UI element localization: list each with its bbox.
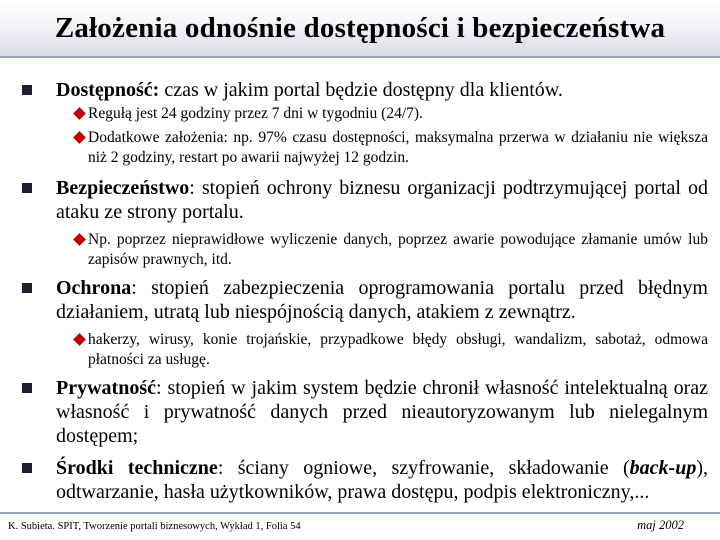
definition-protection: : stopień zabezpieczenia oprogramowania portalu przed błędnym działaniem, utratą lub niespójnością danych, atakiem z zewnątrz.: [56, 277, 708, 323]
footer-citation: K. Subieta. SPIT, Tworzenie portali biznesowych, Wykład 1, Folia 54: [8, 521, 301, 532]
bullet-item-protection: [56, 276, 708, 324]
square-bullet-icon: [22, 383, 32, 393]
backup-term: back-up: [629, 457, 697, 479]
square-bullet-icon: [22, 283, 32, 293]
diamond-bullet-icon: [73, 107, 86, 120]
subitem-availability-1: [88, 104, 708, 124]
subitem-protection-1: [88, 330, 708, 370]
footer-divider: [0, 512, 720, 514]
term-security: Bezpieczeństwo: [56, 177, 190, 199]
term-protection: Ochrona: [56, 277, 132, 299]
subitem-availability-2: [88, 128, 708, 168]
bullet-item-privacy: [56, 376, 708, 448]
square-bullet-icon: [22, 463, 32, 473]
subitem-text: Regułą jest 24 godziny przez 7 dni w tygodniu (24/7).: [88, 105, 423, 122]
term-technical-means: Środki techniczne: [56, 457, 218, 479]
definition-security: : stopień ochrony biznesu organizacji podtrzymującej portal od ataku ze strony portalu.: [56, 177, 708, 223]
footer-date: maj 2002: [637, 518, 684, 532]
diamond-bullet-icon: [73, 131, 86, 144]
definition-technical-means-c: ), odtwarzanie, hasła użytkowników, prawa dostępu, podpis elektroniczny,...: [56, 457, 708, 503]
square-bullet-icon: [22, 183, 32, 193]
bullet-item-security: [56, 176, 708, 224]
bullet-item-availability: [56, 78, 708, 102]
term-availability: Dostępność:: [56, 79, 160, 101]
definition-privacy: : stopień w jakim system będzie chronił własność intelektualną oraz własność i prywatność danych przed nieautoryzowanym lub nielegalnym dostępem;: [56, 377, 708, 447]
subitem-text: Np. poprzez nieprawidłowe wyliczenie danych, poprzez awarie powodujące złamanie umów lub zapisów prawnych, itd.: [88, 231, 708, 268]
diamond-bullet-icon: [73, 333, 86, 346]
bullet-item-technical-means: [56, 456, 708, 504]
slide-title: Założenia odnośnie dostępności i bezpieczeństwa: [54, 12, 666, 44]
subitem-text: hakerzy, wirusy, konie trojańskie, przypadkowe błędy obsługi, wandalizm, sabotaż, odmowa płatności za usługę.: [88, 331, 708, 368]
subitem-security-1: [88, 230, 708, 270]
definition-availability: czas w jakim portal będzie dostępny dla klientów.: [159, 79, 563, 101]
term-privacy: Prywatność: [56, 377, 156, 399]
square-bullet-icon: [22, 85, 32, 95]
diamond-bullet-icon: [73, 233, 86, 246]
subitem-text: Dodatkowe założenia: np. 97% czasu dostępności, maksymalna przerwa w działaniu nie większa niż 2 godziny, restart po awarii najwyżej 12 godzin.: [88, 129, 708, 166]
definition-technical-means-a: : ściany ogniowe, szyfrowanie, składowanie (: [217, 457, 630, 479]
